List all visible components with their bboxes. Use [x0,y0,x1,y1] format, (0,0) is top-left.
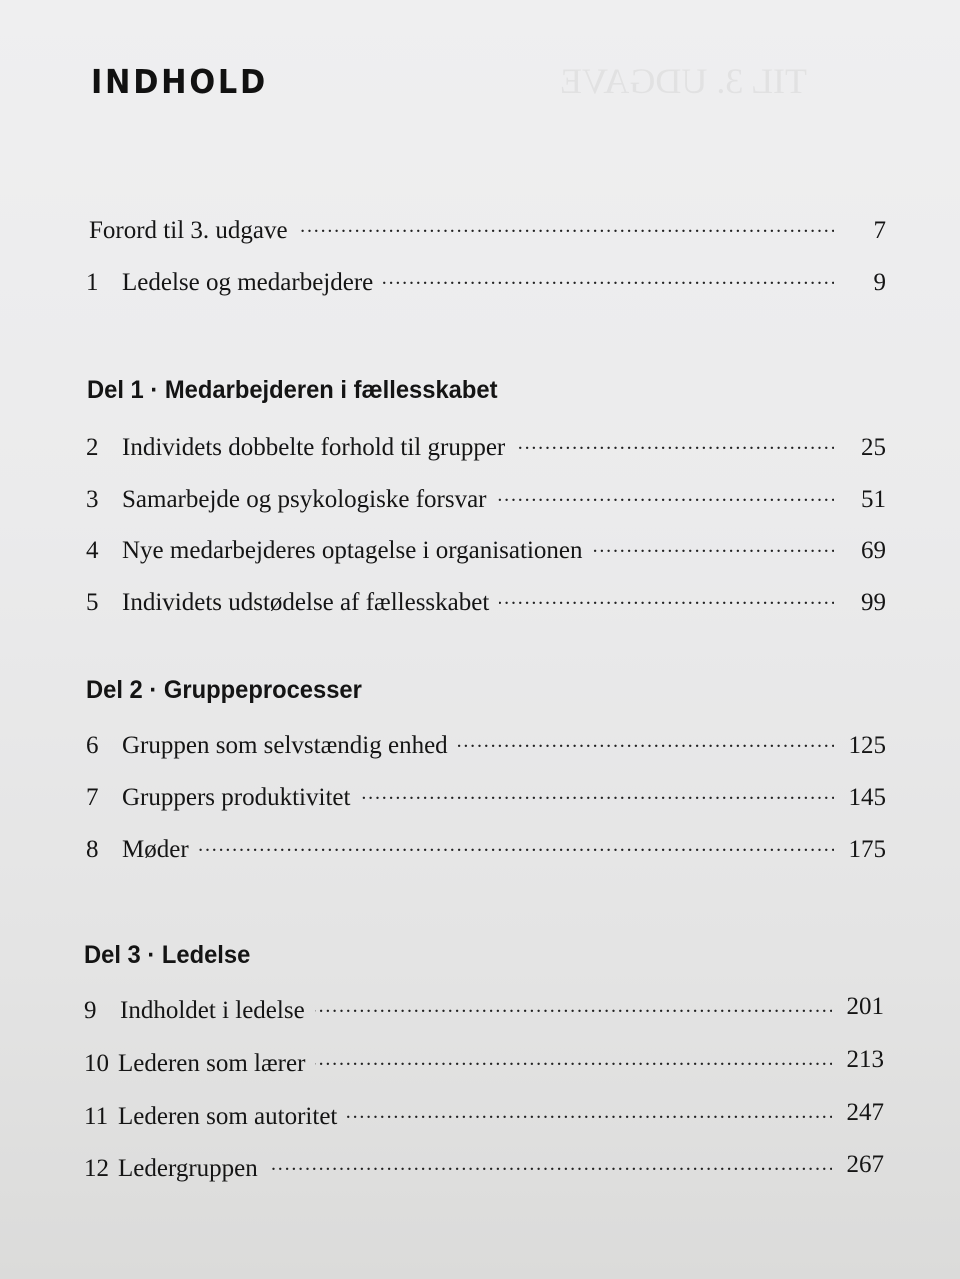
dot-leader [315,1046,832,1071]
chapter-number: 9 [84,997,97,1024]
chapter-number: 6 [86,732,99,759]
entry-label: Individets dobbelte forhold til grupper [122,434,506,461]
entry-page-number: 69 [861,537,886,564]
chapter-number: 1 [86,269,99,296]
dot-leader [199,832,834,857]
toc-entry-chapter-4[interactable] [86,533,886,567]
part-heading-2: Del 2 · Gruppeprocesser [86,676,362,704]
dot-leader [383,265,834,290]
entry-label: Møder [122,836,189,863]
chapter-number: 4 [86,537,99,564]
chapter-number: 10 [84,1050,109,1077]
entry-page-number: 175 [848,836,886,863]
entry-label: Ledelse og medarbejdere [122,269,374,296]
entry-label: Individets udstødelse af fællesskabet [122,589,490,616]
entry-label: Gruppen som selvstændig enhed [122,732,448,759]
toc-entry-chapter-9[interactable] [84,993,884,1027]
entry-label: Lederen som lærer [118,1050,306,1077]
dot-leader [515,430,834,455]
chapter-number: 7 [86,784,99,811]
entry-page-number: 9 [873,269,886,296]
entry-page-number: 7 [873,217,886,244]
dot-leader [497,482,834,507]
toc-entry-chapter-2[interactable] [86,430,886,464]
entry-label: Gruppers produktivitet [122,784,351,811]
toc-entry-chapter-10[interactable] [84,1046,884,1080]
dot-leader [315,993,832,1018]
part-heading-3: Del 3 · Ledelse [84,941,251,969]
bleed-through-text: TIL 3. UDGAVE [560,61,807,101]
toc-entry-chapter-7[interactable] [86,780,886,814]
dot-leader [268,1151,832,1176]
entry-label: Forord til 3. udgave [89,217,288,244]
entry-label: Indholdet i ledelse [120,997,305,1024]
chapter-number: 5 [86,589,99,616]
toc-entry-chapter-11[interactable] [84,1099,884,1133]
entry-label: Nye medarbejderes optagelse i organisationen [122,537,583,564]
entry-page-number: 51 [861,486,886,513]
toc-entry-chapter-8[interactable] [86,832,886,866]
entry-page-number: 267 [846,1151,884,1178]
toc-entry-chapter-5[interactable] [86,585,886,619]
entry-page-number: 201 [846,993,884,1020]
entry-page-number: 25 [861,434,886,461]
part-heading-1: Del 1 · Medarbejderen i fællesskabet [87,376,498,404]
toc-entry-chapter-3[interactable] [86,482,886,516]
toc-entry-chapter-1[interactable] [86,265,886,299]
entry-page-number: 213 [846,1046,884,1073]
chapter-number: 12 [84,1155,109,1182]
dot-leader [298,213,834,238]
entry-label: Lederen som autoritet [118,1103,338,1130]
toc-entry-chapter-6[interactable] [86,728,886,762]
chapter-number: 8 [86,836,99,863]
chapter-number: 2 [86,434,99,461]
chapter-number: 11 [84,1103,109,1130]
entry-label: Ledergruppen [118,1155,258,1182]
entry-page-number: 247 [846,1099,884,1126]
toc-entry-chapter-12[interactable] [84,1151,884,1185]
entry-label: Samarbejde og psykologiske forsvar [122,486,487,513]
dot-leader [458,728,834,753]
dot-leader [499,585,834,610]
dot-leader [347,1099,832,1124]
entry-page-number: 99 [861,589,886,616]
dot-leader [360,780,834,805]
entry-page-number: 145 [848,784,886,811]
page-title: INDHOLD [91,62,268,101]
entry-page-number: 125 [848,732,886,759]
chapter-number: 3 [86,486,99,513]
toc-entry-foreword[interactable] [86,213,886,247]
dot-leader [593,533,835,558]
